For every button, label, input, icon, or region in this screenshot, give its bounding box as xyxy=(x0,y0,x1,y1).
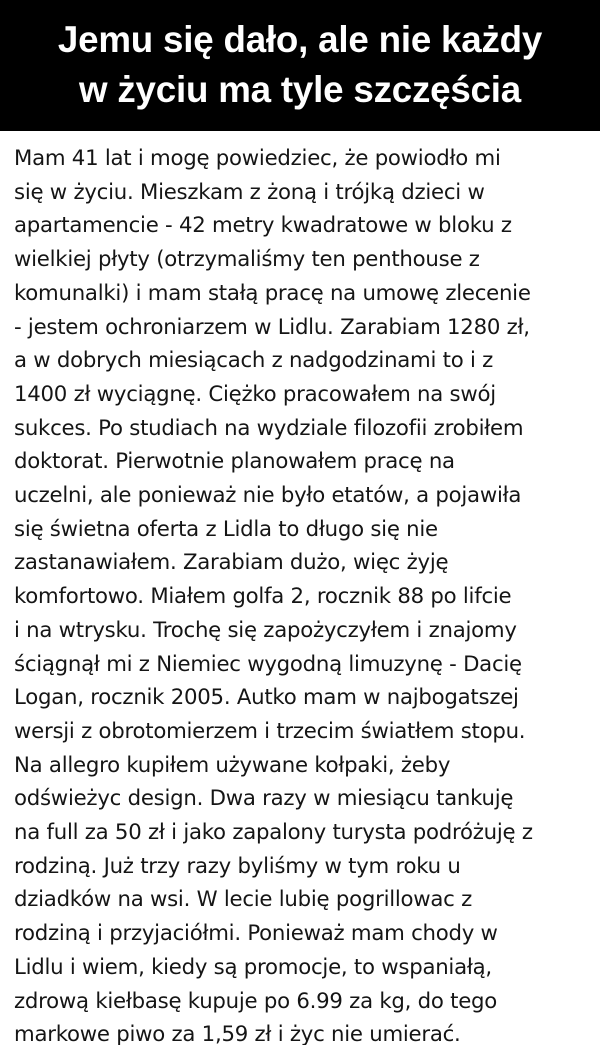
text-line: zdrową kiełbasę kupuje po 6.99 za kg, do tego xyxy=(14,988,498,1014)
text-line: dziadków na wsi. W lecie lubię pogrillowac z xyxy=(14,887,473,913)
title-line-1: Jemu się dało, ale nie każdy xyxy=(57,19,543,60)
text-line: rodziną. Już trzy razy byliśmy w tym roku u xyxy=(14,853,461,879)
text-line: Na allegro kupiłem używane kołpaki, żeby xyxy=(14,752,451,778)
text-line: 1400 zł wyciągnę. Ciężko pracowałem na swój xyxy=(14,381,496,407)
text-line: a w dobrych miesiącach z nadgodzinami to i z xyxy=(14,348,494,374)
text-line: wersji z obrotomierzem i trzecim światłem stopu. xyxy=(14,718,526,744)
text-line: ściągnął mi z Niemiec wygodną limuzynę - Dacię xyxy=(14,651,522,677)
text-line: markowe piwo za 1,59 zł i życ nie umierać. xyxy=(14,1022,461,1045)
title-banner xyxy=(0,0,600,131)
title-line-2: w życiu ma tyle szczęścia xyxy=(79,69,521,110)
text-line: wielkiej płyty (otrzymaliśmy ten penthouse z xyxy=(14,247,480,273)
text-line: doktorat. Pierwotnie planowałem pracę na xyxy=(14,449,455,475)
text-line: odświeżyc design. Dwa razy w miesiącu tankuję xyxy=(14,786,514,812)
text-line: komfortowo. Miałem golfa 2, rocznik 88 po lifcie xyxy=(14,584,512,610)
text-line: Logan, rocznik 2005. Autko mam w najbogatszej xyxy=(14,685,519,711)
story-text xyxy=(14,142,594,1045)
text-line: się w życiu. Mieszkam z żoną i trójką dzieci w xyxy=(14,179,485,205)
text-line: na full za 50 zł i jako zapalony turysta podróżuję z xyxy=(14,820,533,846)
text-line: - jestem ochroniarzem w Lidlu. Zarabiam 1280 zł, xyxy=(14,314,530,340)
text-line: uczelni, ale ponieważ nie było etatów, a pojawiła xyxy=(14,483,522,509)
text-line: Lidlu i wiem, kiedy są promocje, to wspaniałą, xyxy=(14,954,492,980)
text-line: się świetna oferta z Lidla to długo się nie xyxy=(14,516,438,542)
text-line: sukces. Po studiach na wydziale filozofii zrobiłem xyxy=(14,415,524,441)
text-line: i na wtrysku. Trochę się zapożyczyłem i znajomy xyxy=(14,617,517,643)
text-line: komunalki) i mam stałą pracę na umowę zlecenie xyxy=(14,280,531,306)
text-line: rodziną i przyjaciółmi. Ponieważ mam chody w xyxy=(14,921,498,947)
text-line: zastanawiałem. Zarabiam dużo, więc żyję xyxy=(14,550,449,576)
text-line: Mam 41 lat i mogę powiedziec, że powiodło mi xyxy=(14,146,501,171)
text-line: apartamencie - 42 metry kwadratowe w bloku z xyxy=(14,213,512,239)
